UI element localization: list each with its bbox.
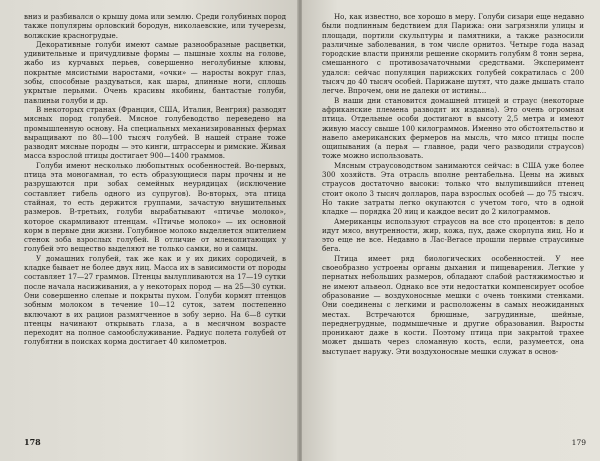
left-page-text — [24, 12, 286, 347]
right-paragraph-3: Мясным страусоводством занимаются сейчас: в США уже более 300 хозяйств. Эта отрасль вполне рентабельна. Цены на живых страусов достаточно высоки: только что вылупившийся птенец стоит около 3 тысяч долларов, пара взрослых особей — до 75 тысяч. Но такие затраты легко окупаются с учетом того, что в одной кладке — порядка 20 яиц и каждое весит до 2 килограммов. — [322, 160, 584, 217]
right-page-text — [322, 12, 584, 356]
left-page-number: 178 — [24, 437, 41, 447]
right-paragraph-5: Птица имеет ряд биологических особенностей. У нее своеобразно устроены органы дыхания и пищеварения. Легкие у пернатых небольших размеров, обладают слабой растяжимостью и не имеют альвеол. Однако все эти недостатки компенсирует особое образование — воздухоносные мешки с очень тонкими стенками. Они соединены с легкими и расположены в самых неожиданных местах. Встречаются брюшные, загрудинные, шейные, переднегрудные, подмышечные и другие образования. Выросты проникают даже в кости. Поэтому птица при закрытой трахее может дышать через сломанную кость, если, разумеется, она выступает наружу. Эти воздухоносные мешки служат в основ- — [322, 253, 584, 356]
left-paragraph-1: вниз и разбивался о крышу дома или землю. Среди голубиных пород также популярны орловский бородун, николаевские, или тучерезы, волжские красногрудые. — [24, 12, 286, 40]
right-page-number: 179 — [571, 438, 586, 447]
left-page — [0, 0, 298, 461]
right-paragraph-2: В наши дни становится домашней птицей и страус (некоторые африканские племена разводят их издавна). Это очень огромная птица. Отдельные особи достигают в высоту 2,5 метра и имеют живую массу свыше 100 килограммов. Именно это обстоятельство и навело американских фермеров на мысль, что мясо птицы после ощипывания (а перья — главное, ради чего разводили страусов) тоже можно использовать. — [322, 95, 584, 161]
left-paragraph-5: У домашних голубей, так же как и у их диких сородичей, в кладке бывает не более двух яиц. Масса их в зависимости от породы составляет 17—27 граммов. Птенцы вылупливаются на 17—19 сутки после начала насиживания, а у некоторых пород — на 25—30 сутки. Они совершенно слепые и покрыты пухом. Голуби кормят птенцов зобным молоком в течение 10—12 суток, затем постепенно включают в их рацион размягченное в зобу зерно. На 6—8 сутки птенцы начинают открывать глаза, а в месячном возрасте переходят на полное самообслуживание. Радиус полета голубей от голубятни в поисках корма достигает 40 километров. — [24, 253, 286, 347]
left-paragraph-2: Декоративные голуби имеют самые разнообразные расцветки, удивительные и причудливые формы — пышные хохлы на голове, жабо из курчавых перьев, совершенно неголубиные клювы, покрытые мясистыми наростами, «очки» — наросты вокруг глаз, зобы, способные раздуваться, как шары, длинные ноги, сплошь укрытые перьями. Очень красивы якобины, бантастые голуби, павлиньи голуби и др. — [24, 39, 286, 105]
right-page — [302, 0, 600, 461]
left-paragraph-3: В некоторых странах (Франция, США, Италия, Венгрия) разводят мясных пород голубей. Мясное голубеводство переведено на промышленную основу. На специальных механизированных фермах выращивают по 80—100 тысяч голубей. В нашей стране тоже разводят мясные породы — это кинги, штрассеры и римские. Живая масса взрослой птицы достигает 900—1400 граммов. — [24, 104, 286, 161]
right-paragraph-1: Но, как известно, все хорошо в меру. Голуби сизари еще недавно были подлинным бедствием для Парижа: они загрязняли улицы и площади, портили скульптуры и памятники, а также разносили различные заболевания, в том числе орнитоз. Четыре года назад городские власти приняли решение скормить голубям 8 тонн зерна, смешанного с противозачаточными средствами. Эксперимент удался: сейчас популяция парижских голубей сократилась с 200 тысяч до 40 тысяч особей. Парижане шутят, что даже дышать стало легче. Впрочем, они не далеки от истины... — [322, 12, 584, 96]
right-paragraph-4: Американцы используют страусов на все сто процентов: в дело идут мясо, внутренности, жир, кожа, пух, даже скорлупа яиц. Но и это еще не все. Недавно в Лас-Вегасе прошли первые страусиные бега. — [322, 216, 584, 254]
left-paragraph-4: Голуби имеют несколько любопытных особенностей. Во-первых, птица эта моногамная, то есть образующиеся пары прочны и не разрушаются при зобах семейных неурядицах (исключение составляет гибель одного из супругов). Во-вторых, эта птица стайная, то есть держится группами, зачастую внушительных размеров. В-третьих, голуби вырабатывают «птичье молоко», которое скармливают птенцам. «Птичье молоко» — их основной корм в первые дни жизни. Голубиное молоко выделяется эпителием стенок зоба взрослых голубей. В отличие от млекопитающих у голубей это вещество выделяют не только самки, но и самцы. — [24, 160, 286, 254]
